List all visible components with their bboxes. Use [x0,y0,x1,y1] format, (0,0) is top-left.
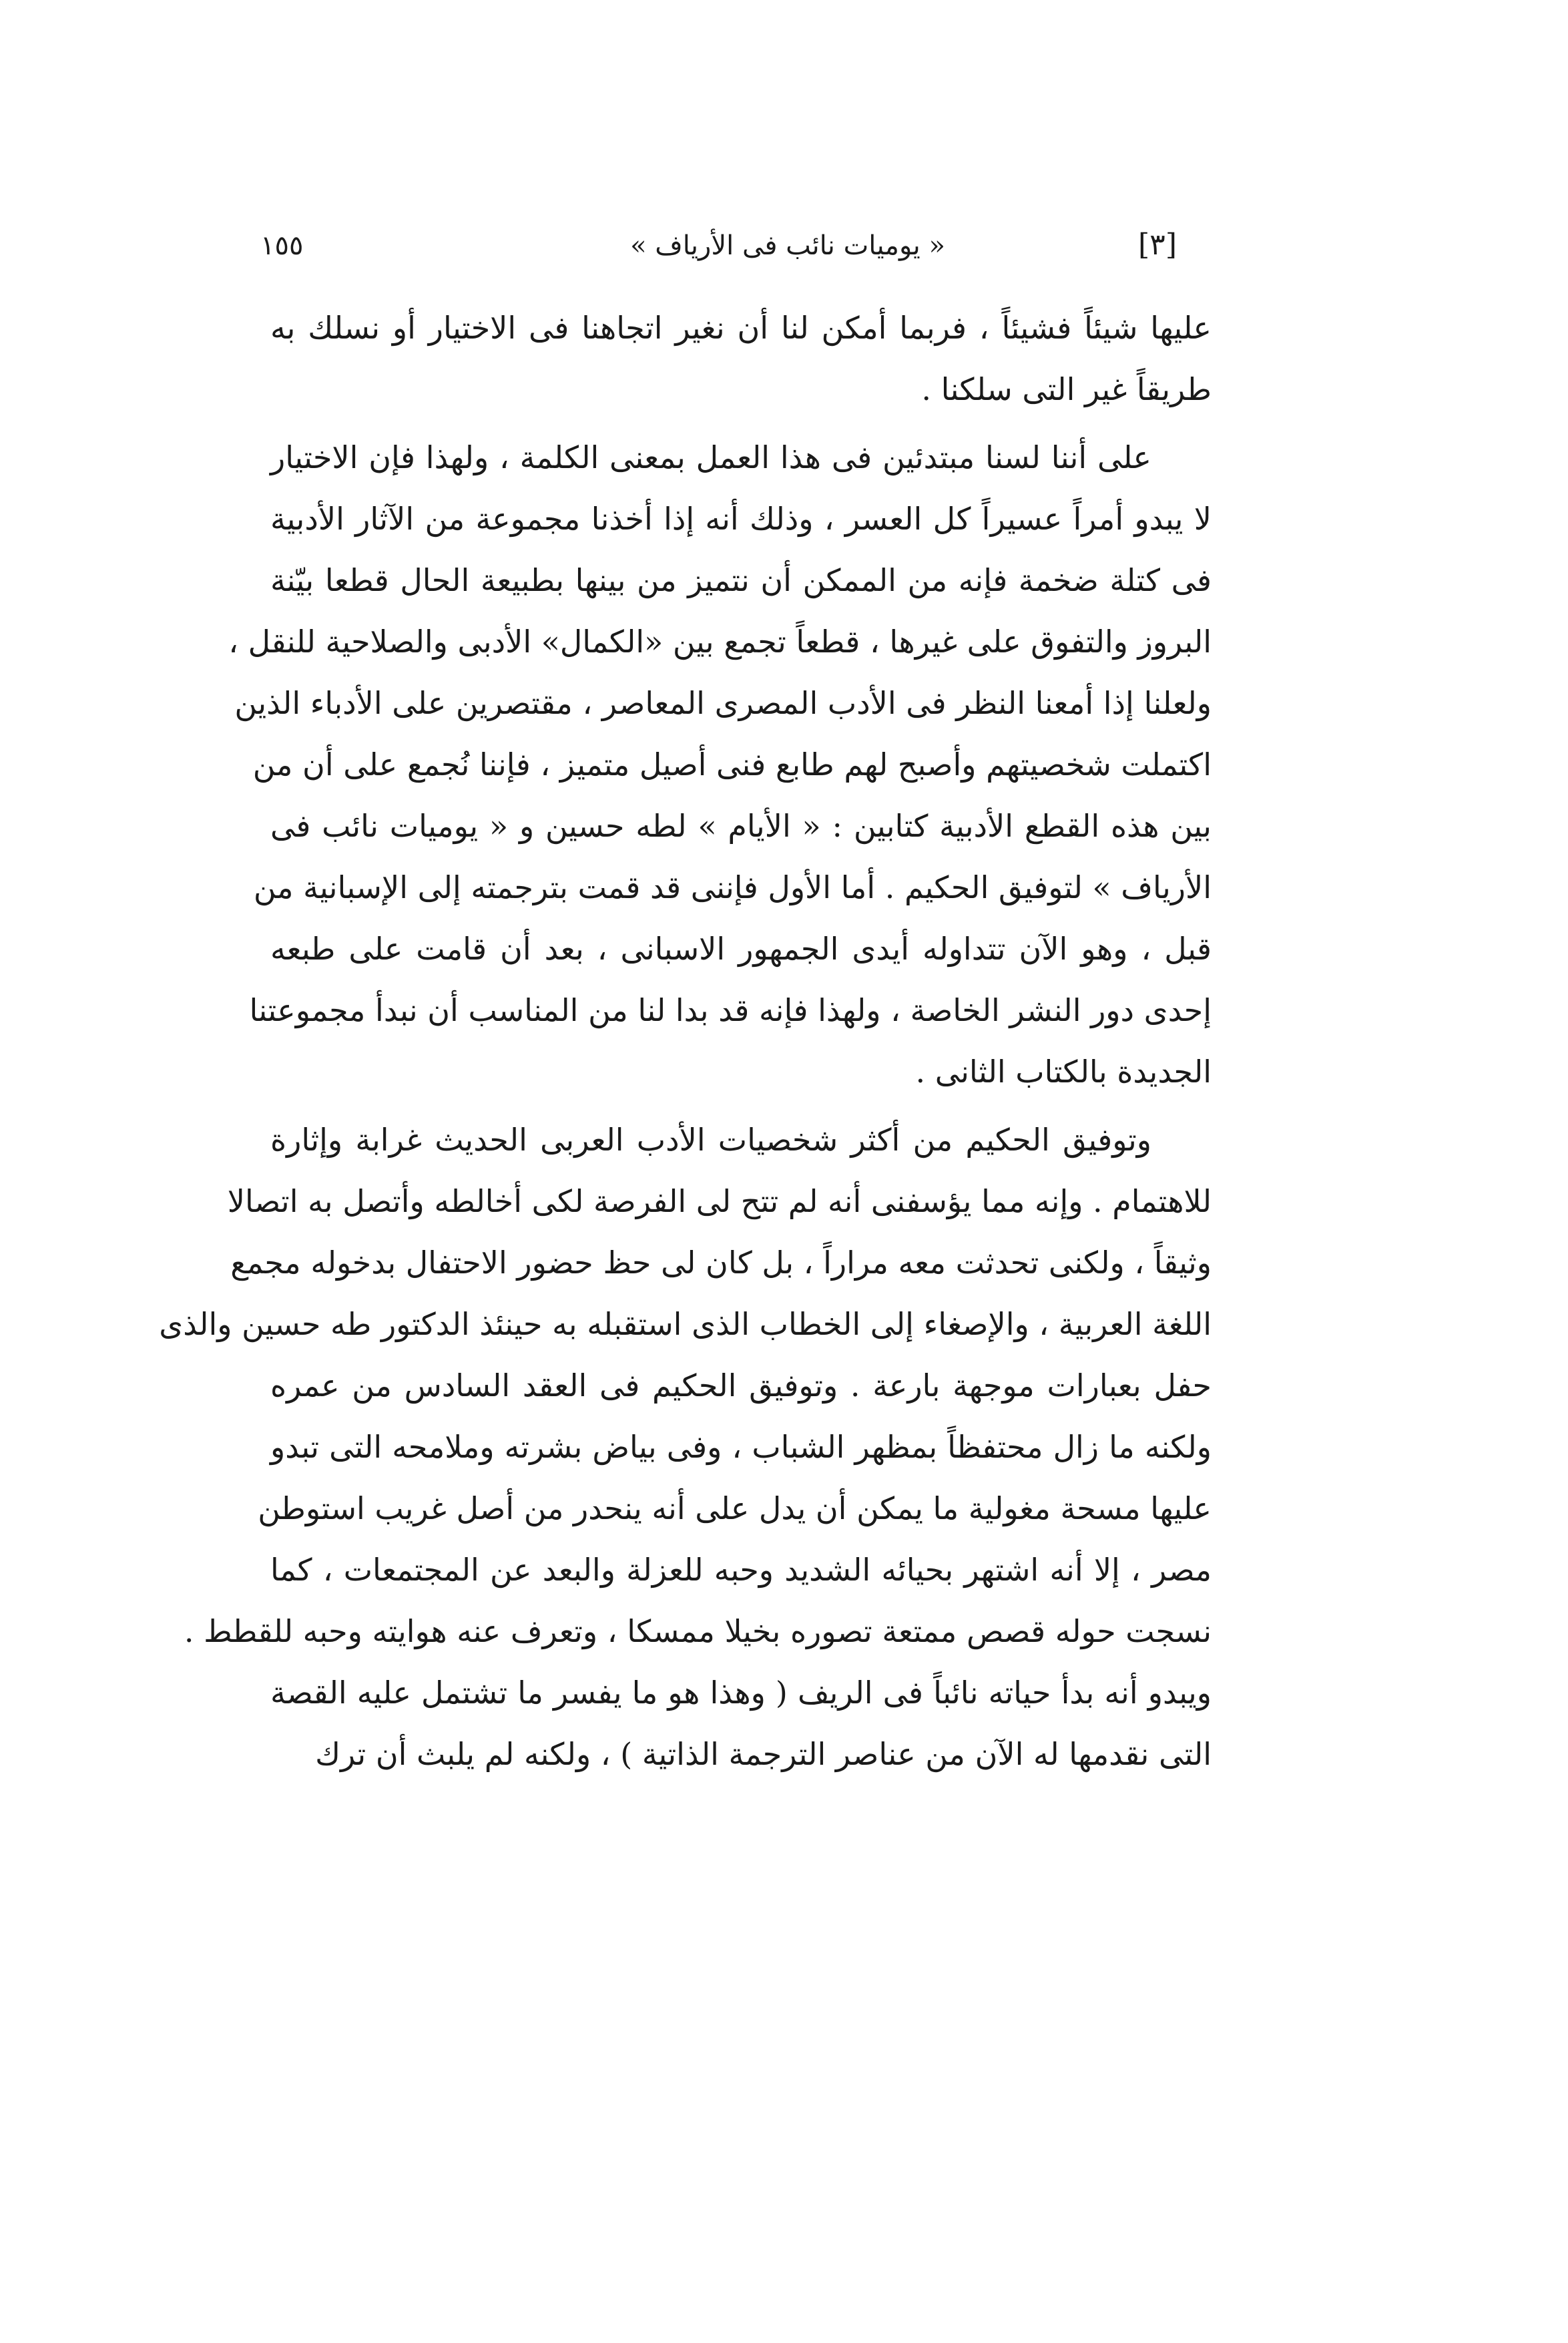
body-text [159,297,1212,1785]
text-line: البروز والتفوق على غيرها ، قطعاً تجمع بين «الكمال» الأدبى والصلاحية للنقل ، [228,624,1212,660]
text-line: بين هذه القطع الأدبية كتابين : « الأيام » لطه حسين و « يوميات نائب فى [270,808,1212,844]
chapter-marker: [٣] [1138,228,1177,262]
text-line: عليها مسحة مغولية ما يمكن أن يدل على أنه ينحدر من أصل غريب استوطن [258,1490,1212,1526]
running-title: « يوميات نائب فى الأرياف » [630,230,945,261]
text-line: ولعلنا إذا أمعنا النظر فى الأدب المصرى المعاصر ، مقتصرين على الأدباء الذين [234,685,1212,721]
text-line: اكتملت شخصيتهم وأصبح لهم طابع فنى أصيل متميز ، فإننا نُجمع على أن من [252,747,1212,783]
paragraph [159,1109,1212,1785]
paragraph [228,427,1212,1102]
text-line: قبل ، وهو الآن تتداوله أيدى الجمهور الاسبانى ، بعد أن قامت على طبعه [270,931,1212,967]
text-line: الجديدة بالكتاب الثانى . [915,1054,1212,1090]
paragraph-gap [270,1102,1212,1109]
text-line: ولكنه ما زال محتفظاً بمظهر الشباب ، وفى بياض بشرته وملامحه التى تبدو [270,1429,1212,1465]
text-line: طريقاً غير التى سلكنا . [921,371,1212,407]
page-header [0,224,1568,270]
text-line: اللغة العربية ، والإصغاء إلى الخطاب الذى استقبله به حينئذ الدكتور طه حسين والذى [159,1306,1212,1342]
paragraph [270,297,1212,420]
text-line: نسجت حوله قصص ممتعة تصوره بخيلا ممسكا ، وتعرف عنه هوايته وحبه للقطط . [184,1613,1212,1649]
text-line: لا يبدو أمراً عسيراً كل العسر ، وذلك أنه إذا أخذنا مجموعة من الآثار الأدبية [270,501,1212,537]
text-line: للاهتمام . وإنه مما يؤسفنى أنه لم تتح لى الفرصة لكى أخالطه وأتصل به اتصالا [227,1183,1212,1219]
text-line: عليها شيئاً فشيئاً ، فربما أمكن لنا أن نغير اتجاهنا فى الاختيار أو نسلك به [270,310,1212,346]
text-line: وتوفيق الحكيم من أكثر شخصيات الأدب العربى الحديث غرابة وإثارة [270,1122,1151,1158]
paragraph-gap [270,420,1212,427]
text-line: ويبدو أنه بدأ حياته نائباً فى الريف ( وهذا هو ما يفسر ما تشتمل عليه القصة [270,1675,1212,1711]
text-line: فى كتلة ضخمة فإنه من الممكن أن نتميز من بينها بطبيعة الحال قطعا بيّنة [270,562,1212,598]
text-line: حفل بعبارات موجهة بارعة . وتوفيق الحكيم فى العقد السادس من عمره [270,1367,1212,1404]
text-line: إحدى دور النشر الخاصة ، ولهذا فإنه قد بدا لنا من المناسب أن نبدأ مجموعتنا [249,992,1212,1028]
text-line: على أننا لسنا مبتدئين فى هذا العمل بمعنى الكلمة ، ولهذا فإن الاختيار [270,439,1151,475]
text-line: مصر ، إلا أنه اشتهر بحيائه الشديد وحبه للعزلة والبعد عن المجتمعات ، كما [270,1552,1212,1588]
text-line: التى نقدمها له الآن من عناصر الترجمة الذاتية ) ، ولكنه لم يلبث أن ترك [315,1736,1212,1772]
page-number: ١٥٥ [260,230,304,261]
text-line: وثيقاً ، ولكنى تحدثت معه مراراً ، بل كان لى حظ حضور الاحتفال بدخوله مجمع [230,1245,1212,1281]
text-line: الأرياف » لتوفيق الحكيم . أما الأول فإننى قد قمت بترجمته إلى الإسبانية من [253,869,1212,905]
